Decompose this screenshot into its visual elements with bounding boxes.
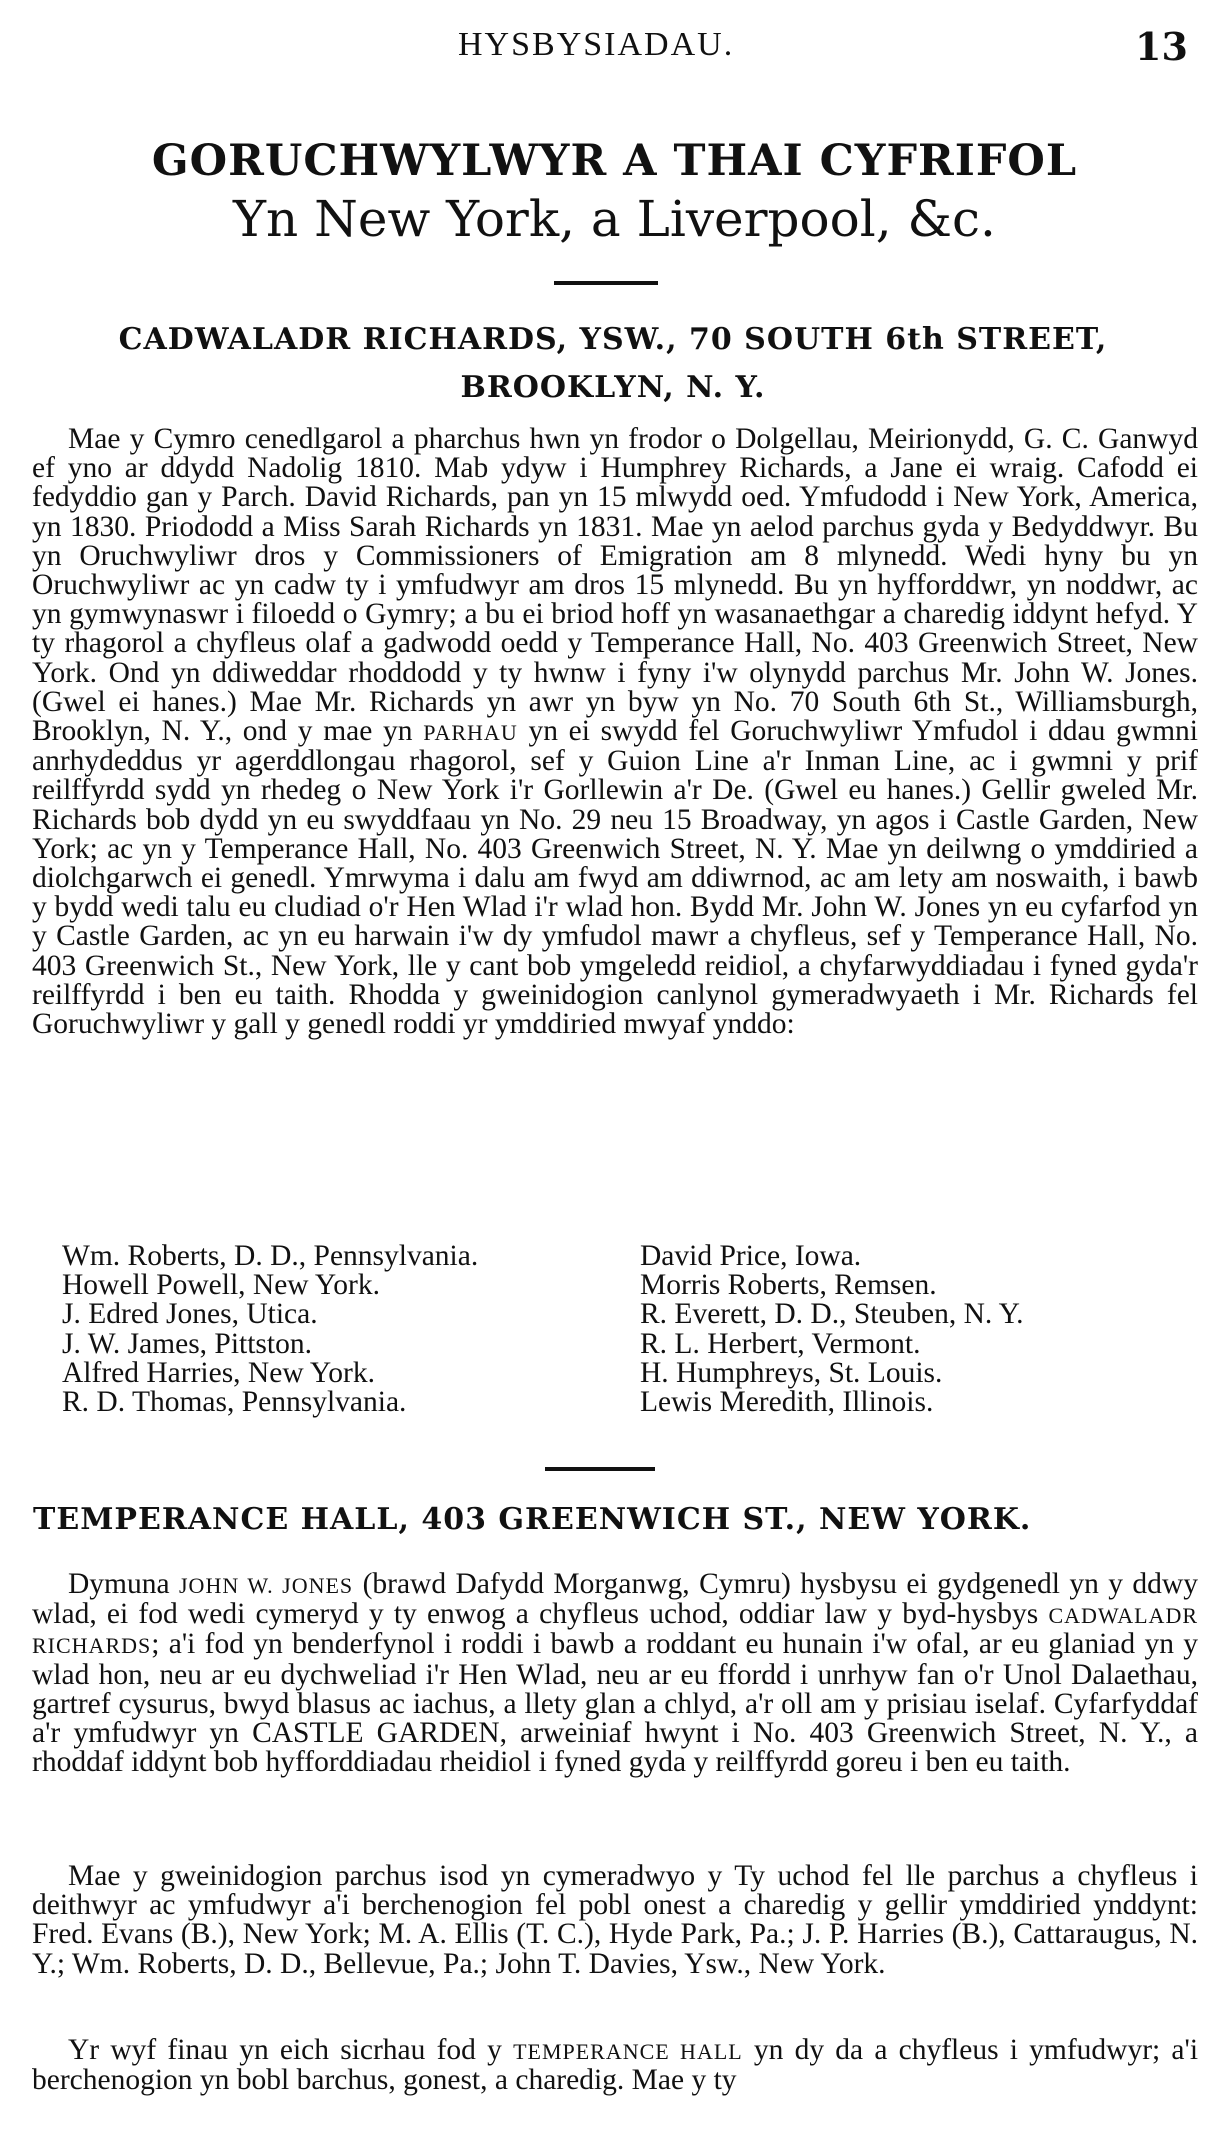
section2-paragraph-1 [32,1570,1198,1777]
section1-text-part1: Mae y Cymro cenedlgarol a pharchus hwn yn frodor o Dolgellau, Meirionydd, G. C. Ganwyd ef yno ar ddydd Nadolig 1810. Mab ydyw i Humphrey Richards, a Jane ei wraig. Cafodd ei fedyddio gan y Parch. David Richards, pan yn 15 mlwydd oed. Ymfudodd i New York, America, yn 1830. Priododd a Miss Sarah Richards yn 1831. Mae yn aelod parchus gyda y Bedyddwyr. Bu yn Oruchwyliwr dros y Commissioners of Emigration am 8 mlynedd. Wedi hyny bu yn Oruchwyliwr ac yn cadw ty i ymfudwyr am dros 15 mlynedd. Bu yn hyfforddwr, yn noddwr, ac yn gymwynaswr i filoedd o Gymry; a bu ei briod hoff yn wasanaethgar a charedig iddynt hefyd. Y ty rhagorol a chyfleus olaf a gadwodd oedd y Temperance Hall, No. 403 Greenwich Street, New York. Ond yn ddiweddar rhoddodd y ty hwnw i fyny i'w olynydd parchus Mr. John W. Jones. (Gwel ei hanes.) Mae Mr. Richards yn awr yn byw yn No. 70 South 6th St., Williamsburgh, Brooklyn, N. Y., ond y mae yn [32,423,1198,748]
section1-heading-line1: CADWALADR RICHARDS, YSW., 70 SOUTH 6th STREET, [118,322,1108,357]
section1-heading-line2: BROOKLYN, N. Y. [460,370,766,405]
cadwaladr-richards-name: CADWALADR RICHARDS [32,1603,1199,1659]
reference-item: David Price, Iowa. [640,1240,862,1272]
section2-heading: TEMPERANCE HALL, 403 GREENWICH ST., NEW YORK. [33,1502,1032,1537]
reference-item: Lewis Meredith, Illinois. [640,1386,934,1419]
reference-item: Alfred Harries, New York. [62,1356,375,1389]
john-w-jones-name: JOHN W. JONES [179,1573,354,1598]
title-rule [554,281,658,285]
section1-text-part2: yn ei swydd fel Goruchwyliwr Ymfudol i ddau gwmni anrhydeddus yr agerddlongau rhagorol, sef y Guion Line a'r Inman Line, ac i gwmni y prif reilffyrdd sydd yn rhedeg o New York i'r Gorllewin a'r De. (Gwel eu hanes.) Gellir gweled Mr. Richards bob dydd yn eu swyddfaau yn No. 29 neu 15 Broadway, yn agos i Castle Garden, New York; ac yn y Temperance Hall, No. 403 Greenwich Street, N. Y. Mae yn deilwng o ymddiried a diolchgarwch ei genedl. Ymrwyma i dalu am fwyd am ddiwrnod, ac am lety am noswaith, i bawb y bydd wedi talu eu cludiad o'r Hen Wlad i'r wlad hon. Bydd Mr. John W. Jones yn eu cyfarfod yn y Castle Garden, ac yn eu harwain i'w dy ymfudol mawr a chyfleus, sef y Temperance Hall, No. 403 Greenwich St., New York, lle y cant bob ymgeledd reidiol, a chyfarwyddiadau i fyned gyda'r reilffyrdd i ben eu taith. Rhodda y gweinidogion canlynol gymeradwyaeth i Mr. Richards fel Goruchwyliwr y gall y genedl roddi yr ymddiried mwyaf ynddo: [32,715,1199,1041]
reference-item: R. L. Herbert, Vermont. [640,1327,921,1360]
parhau-word: PARHAU [423,720,518,746]
reference-item: R. D. Thomas, Pennsylvania. [62,1386,407,1419]
references-right [640,1242,1023,1417]
reference-item: J. W. James, Pittston. [62,1327,312,1360]
text-run: Yr wyf finau yn eich sicrhau fod y [68,2034,502,2066]
reference-item: J. Edred Jones, Utica. [62,1298,318,1331]
reference-item: Morris Roberts, Remsen. [640,1269,937,1302]
section1-heading [28,316,1198,412]
text-run: Dymuna [68,1568,170,1600]
main-title: GORUCHWYLWYR A THAI CYFRIFOL [151,136,1078,186]
text-run: (brawd Dafydd Morganwg, Cymru) hysbysu ei gydgenedl yn y ddwy wlad, ei fod wedi cymeryd y ty enwog a chyfleus uchod, oddiar law y byd-hysbys [32,1568,1198,1631]
reference-item: R. Everett, D. D., Steuben, N. Y. [640,1298,1024,1331]
reference-item: Howell Powell, New York. [62,1269,380,1302]
reference-item: H. Humphreys, St. Louis. [640,1356,943,1389]
text-run: ; a'i fod yn benderfynol i roddi i bawb a roddant eu hunain i'w ofal, ar eu glaniad yn y wlad hon, neu ar eu dychweliad i'r Hen Wlad, neu ar eu ffordd i unrhyw fan o'r Unol Dalaethau, gartref cysurus, bwyd blasus ac iachus, a llety glan a chlyd, a'r oll am y prisiau iselaf. Cyfarfyddaf a'r ymfudwyr yn CASTLE GARDEN, arweiniaf hwynt i No. 403 Greenwich Street, N. Y., a rhoddaf iddynt bob hyfforddiadau rheidiol i fyned gyda y reilffyrdd goreu i ben eu taith. [32,1628,1198,1779]
section-rule [545,1467,655,1471]
temperance-hall-name: TEMPERANCE HALL [513,2039,743,2064]
page-number: 13 [1135,24,1188,69]
text-run: yn dy da a chyfleus i ymfudwyr; a'i berchenogion yn bobl barchus, gonest, a charedig. Mae y ty [32,2034,1199,2097]
section2-paragraph-3 [32,2036,1198,2095]
section1-paragraph [32,425,1198,1039]
references-left [62,1242,478,1417]
reference-item: Wm. Roberts, D. D., Pennsylvania. [62,1240,479,1272]
section2-paragraph-2: Mae y gweinidogion parchus isod yn cymeradwyo y Ty uchod fel lle parchus a chyfleus i deithwyr ac ymfudwyr a'i berchenogion fel pobl onest a charedig y gellir ymddiried ynddynt: Fred. Evans (B.), New York; M. A. Ellis (T. C.), Hyde Park, Pa.; J. P. Harries (B.), Cattaraugus, N. Y.; Wm. Roberts, D. D., Bellevue, Pa.; John T. Davies, Ysw., New York. [32,1860,1198,1980]
main-subtitle: Yn New York, a Liverpool, &c. [233,190,996,248]
running-head [0,26,1229,70]
running-title: HYSBYSIADAU. [458,26,735,63]
